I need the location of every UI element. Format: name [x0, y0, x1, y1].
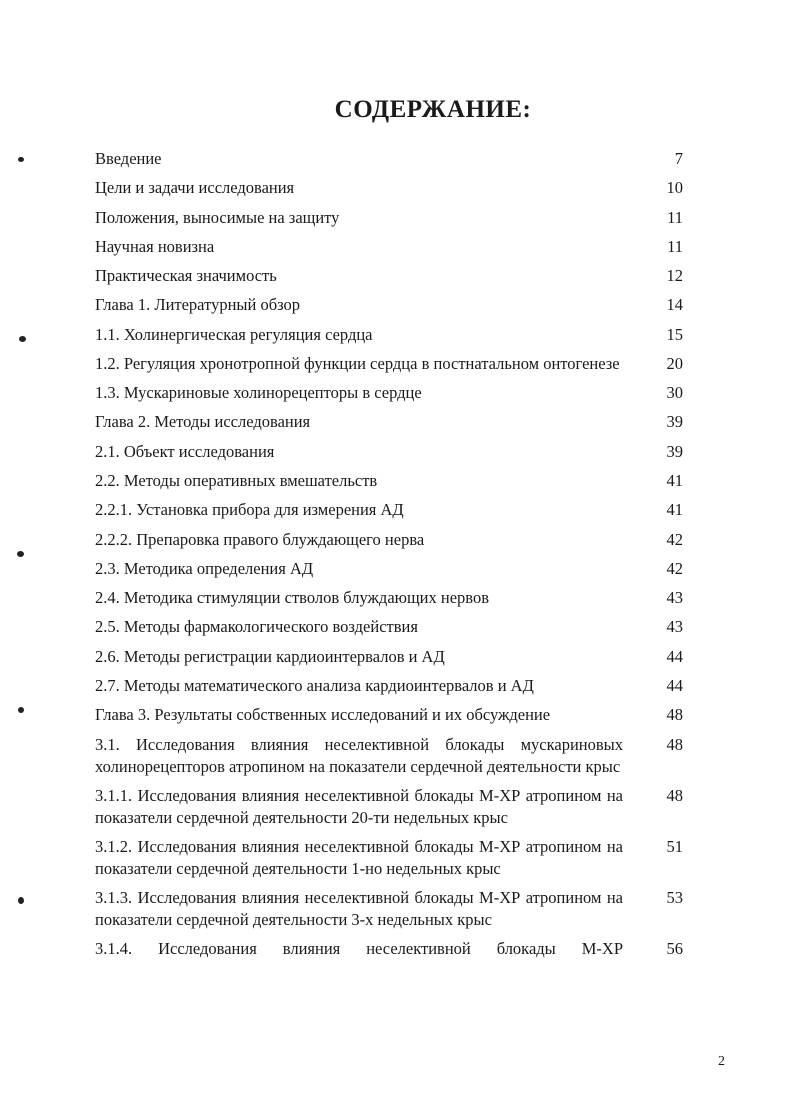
toc-entry-page: 43	[666, 588, 683, 608]
toc-entry	[95, 441, 695, 470]
toc-entry-page: 15	[666, 324, 683, 344]
toc-entry	[95, 785, 695, 829]
toc-entry-page: 43	[666, 617, 683, 637]
toc-entry-page: 12	[666, 266, 683, 286]
toc-entry-title: 2.5. Методы фармакологического воздействия	[95, 617, 418, 637]
scan-mark	[18, 157, 24, 162]
toc-entry	[95, 382, 695, 411]
toc-entry-title: 2.4. Методика стимуляции стволов блуждающих нервов	[95, 588, 490, 608]
toc-entry	[95, 411, 695, 440]
toc-entry-page: 10	[666, 178, 683, 198]
toc-entry	[95, 499, 695, 528]
toc-entry-title: Глава 3. Результаты собственных исследований и их обсуждение	[95, 705, 551, 725]
toc-entry	[95, 529, 695, 558]
toc-entry-title: Научная новизна	[95, 236, 215, 256]
toc-entry	[95, 353, 695, 375]
toc-entry-page: 41	[666, 470, 683, 490]
toc-entry	[95, 704, 695, 733]
toc-entry-page: 51	[666, 836, 683, 856]
toc-entry-title: Цели и задачи исследования	[95, 178, 295, 198]
toc-entry-title: 2.2. Методы оперативных вмешательств	[95, 470, 378, 490]
toc-entry	[95, 587, 695, 616]
toc-entry	[95, 836, 695, 880]
toc-entry-title: 3.1.4. Исследования влияния неселективной блокады М-ХР	[95, 938, 623, 958]
toc-entry-title: 3.1. Исследования влияния неселективной блокады мускариновых холинорецепторов атропином на показатели сердечной деятельности крыс	[95, 734, 623, 776]
toc-entry-title: Глава 2. Методы исследования	[95, 412, 311, 432]
toc-entry-page: 39	[666, 441, 683, 461]
toc-entry-page: 48	[666, 705, 683, 725]
toc-entry-title: 2.1. Объект исследования	[95, 441, 275, 461]
toc-entry	[95, 470, 695, 499]
toc-entry-title: 2.2.1. Установка прибора для измерения АД	[95, 500, 404, 520]
toc-entry	[95, 938, 695, 967]
toc-entry-title: Практическая значимость	[95, 266, 277, 286]
toc-entry-page: 42	[666, 529, 683, 549]
toc-entry-title: 3.1.2. Исследования влияния неселективной блокады М-ХР атропином на показатели сердечной деятельности 1-но недельных крыс	[95, 836, 623, 878]
toc-entry-title: 3.1.3. Исследования влияния неселективной блокады М-ХР атропином на показатели сердечной деятельности 3-х недельных крыс	[95, 887, 623, 929]
toc-entry	[95, 294, 695, 323]
toc-entry	[95, 177, 695, 206]
scan-mark	[17, 551, 24, 557]
toc-entry	[95, 646, 695, 675]
toc-entry	[95, 324, 695, 353]
toc-entry-title: 2.7. Методы математического анализа кардиоинтервалов и АД	[95, 676, 534, 696]
toc-entry-page: 48	[666, 785, 683, 805]
toc-entry-title: Введение	[95, 149, 162, 168]
toc-entry-page: 44	[666, 676, 683, 696]
toc-entry-title: 1.3. Мускариновые холинорецепторы в сердце	[95, 383, 422, 403]
toc-entry-title: 1.2. Регуляция хронотропной функции сердца в постнатальном онтогенезе	[95, 354, 620, 374]
scan-mark	[18, 707, 24, 713]
toc-entry-page: 53	[666, 887, 683, 907]
toc-entry-page: 56	[666, 938, 683, 958]
toc-entry-page: 30	[666, 383, 683, 403]
toc-entry-page: 42	[666, 558, 683, 578]
toc-entry-title: 2.3. Методика определения АД	[95, 558, 314, 578]
page-title: СОДЕРЖАНИЕ:	[334, 96, 532, 123]
table-of-contents	[95, 148, 695, 967]
toc-entry	[95, 265, 695, 294]
toc-entry-page: 14	[666, 295, 683, 315]
toc-entry	[95, 148, 695, 177]
toc-entry-page: 41	[666, 500, 683, 520]
scan-mark	[19, 336, 26, 342]
toc-entry	[95, 207, 695, 236]
page-number: 2	[718, 1054, 725, 1069]
toc-entry	[95, 734, 695, 778]
scan-mark	[18, 897, 24, 904]
toc-entry-title: Положения, выносимые на защиту	[95, 207, 340, 227]
toc-entry-page: 7	[674, 149, 683, 168]
toc-entry	[95, 675, 695, 704]
toc-entry-page: 11	[667, 236, 683, 256]
toc-entry-title: 2.2.2. Препаровка правого блуждающего нерва	[95, 529, 425, 549]
toc-entry-title: 2.6. Методы регистрации кардиоинтервалов и АД	[95, 646, 445, 666]
toc-entry	[95, 236, 695, 265]
toc-entry-page: 48	[666, 734, 683, 754]
toc-entry	[95, 887, 695, 931]
toc-entry	[95, 616, 695, 645]
toc-entry-title: 1.1. Холинергическая регуляция сердца	[95, 324, 373, 344]
toc-entry-title: 3.1.1. Исследования влияния неселективной блокады М-ХР атропином на показатели сердечной деятельности 20-ти недельных крыс	[95, 785, 623, 827]
toc-entry-title: Глава 1. Литературный обзор	[95, 295, 301, 315]
toc-entry	[95, 558, 695, 587]
toc-entry-page: 39	[666, 412, 683, 432]
toc-entry-page: 20	[666, 354, 683, 374]
toc-entry-page: 11	[667, 207, 683, 227]
toc-entry-page: 44	[666, 646, 683, 666]
